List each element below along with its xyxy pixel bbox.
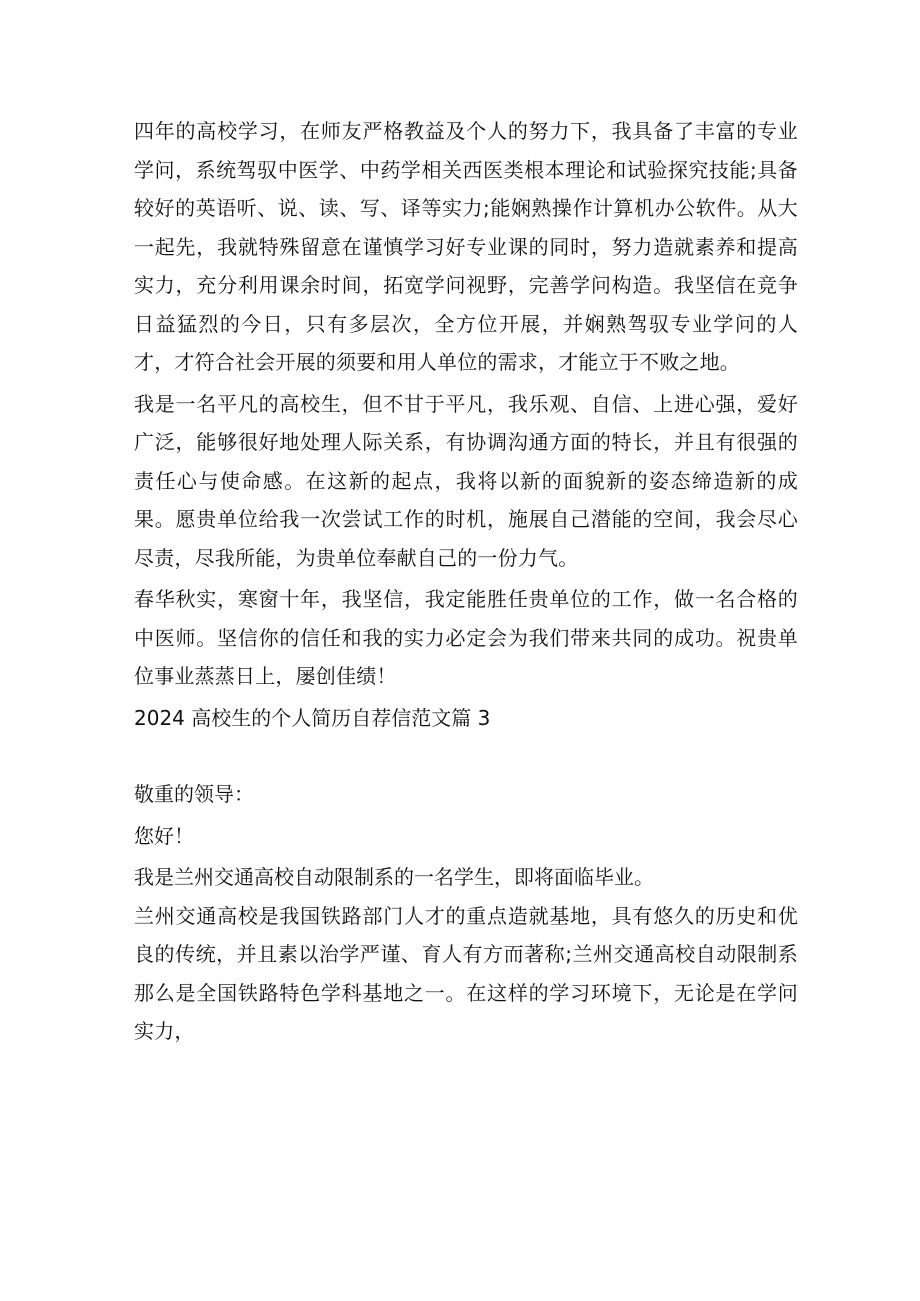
paragraph-personality: 我是一名平凡的高校生，但不甘于平凡，我乐观、自信、上进心强，爱好广泛，能够很好地处理人际关系，有协调沟通方面的特长，并且有很强的责任心与使命感。在这新的起点，我将以新的面貌新的姿态缔造新的成果。愿贵单位给我一次尝试工作的时机，施展自己潜能的空间，我会尽心尽责，尽我所能，为贵单位奉献自己的一份力气。 [134, 391, 798, 570]
paragraph-university: 兰州交通高校是我国铁路部门人才的重点造就基地，具有悠久的历史和优良的传统，并且素以治学严谨、育人有方而著称;兰州交通高校自动限制系那么是全国铁路特色学科基地之一。在这样的学习环境下，无论是在学问实力， [134, 903, 798, 1043]
intro-line: 我是兰州交通高校自动限制系的一名学生，即将面临毕业。 [134, 865, 654, 889]
paragraph-closing: 春华秋实，寒窗十年，我坚信，我定能胜任贵单位的工作，做一名合格的中医师。坚信你的信任和我的实力必定会为我们带来共同的成功。祝贵单位事业蒸蒸日上，屡创佳绩！ [134, 587, 798, 688]
greeting: 您好！ [134, 823, 194, 848]
section-heading: 2024 高校生的个人简历自荐信范文篇 3 [134, 705, 491, 730]
document-body [134, 112, 798, 1051]
paragraph-education: 四年的高校学习，在师友严格教益及个人的努力下，我具备了丰富的专业学问，系统驾驭中医学、中药学相关西医类根本理论和试验探究技能;具备较好的英语听、说、读、写、译等实力;能娴熟操作计算机办公软件。从大一起先，我就特殊留意在谨慎学习好专业课的同时，努力造就素养和提高实力，充分利用课余时间，拓宽学问视野，完善学问构造。我坚信在竞争日益猛烈的今日，只有多层次，全方位开展，并娴熟驾驭专业学问的人才，才符合社会开展的须要和用人单位的需求，才能立于不败之地。 [134, 119, 798, 374]
salutation: 敬重的领导： [134, 782, 254, 806]
